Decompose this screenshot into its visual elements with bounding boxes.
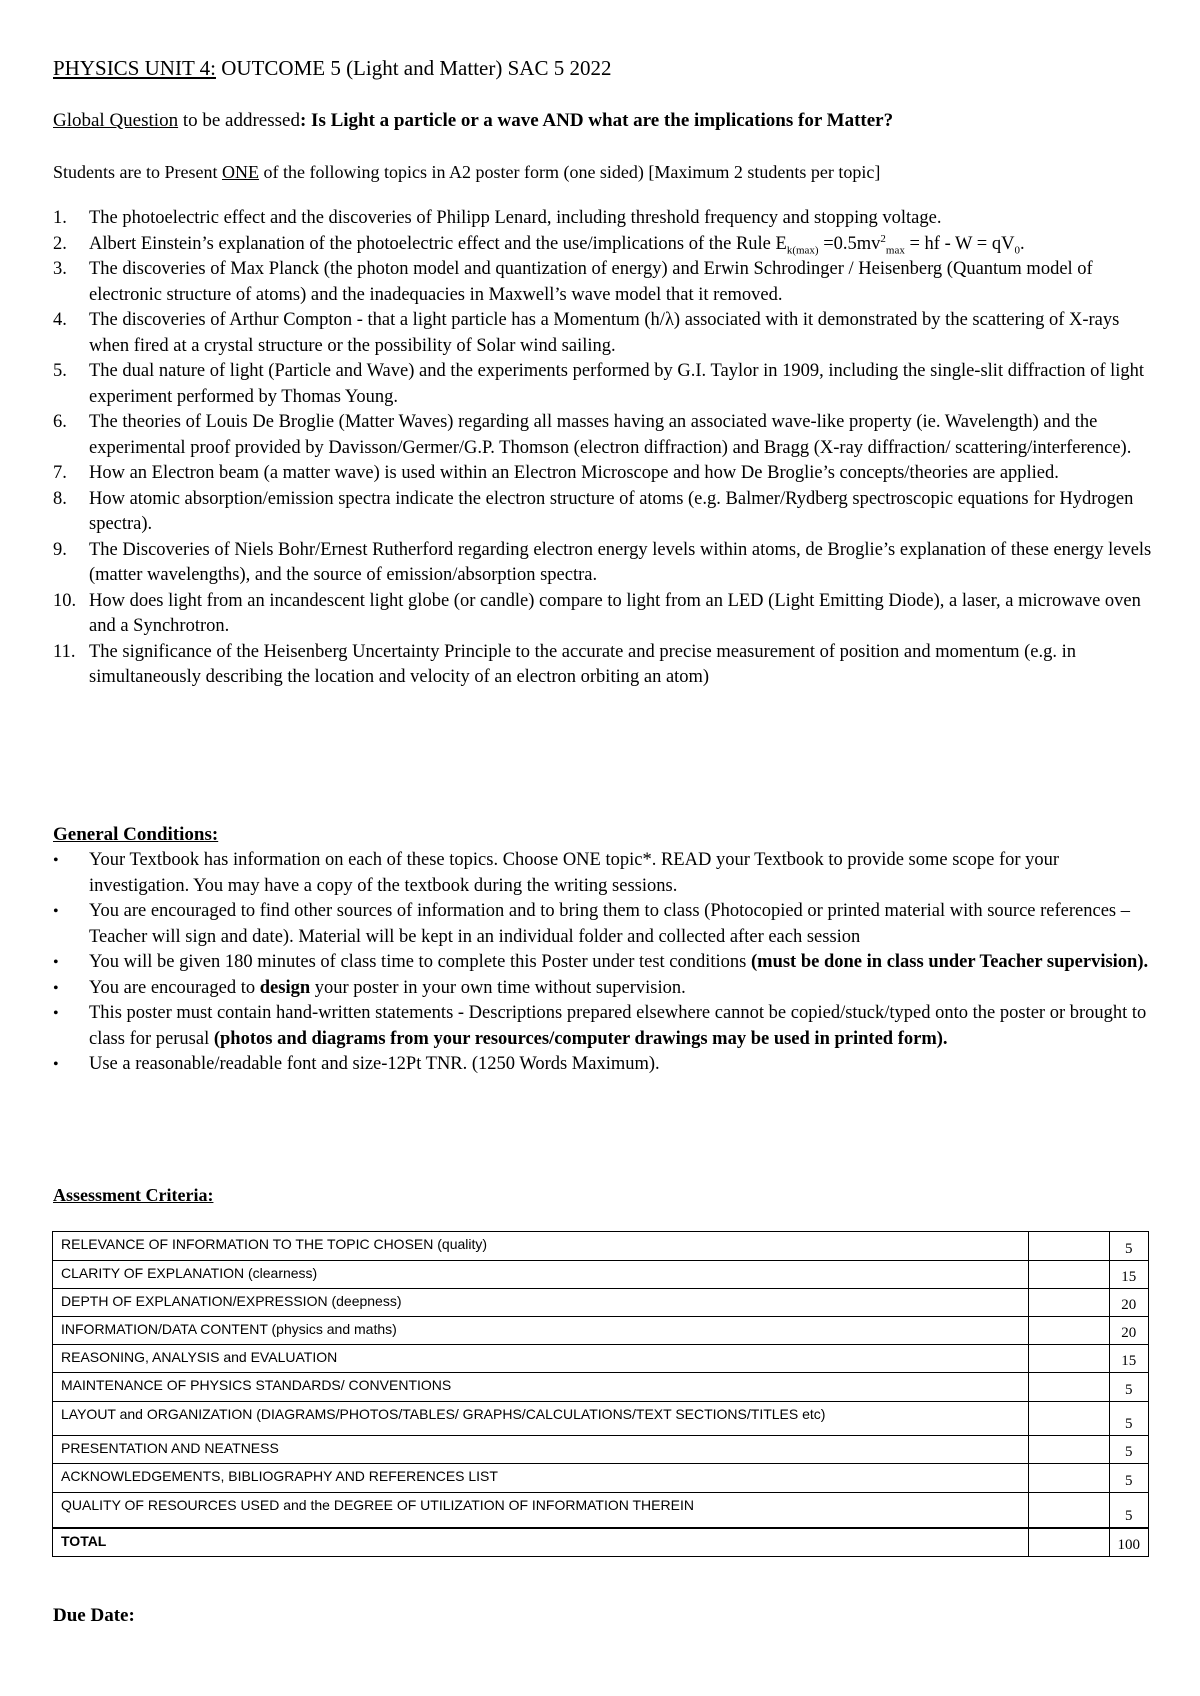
list-item xyxy=(53,257,1163,308)
item-number: 1. xyxy=(53,208,67,228)
table-row-total xyxy=(53,1528,1149,1557)
list-item xyxy=(53,950,1163,976)
assessment-table xyxy=(52,1231,1149,1557)
item-text: The theories of Louis De Broglie (Matter Waves) regarding all masses having an associated wave-like property (ie. Wavelength) and the experimental proof provided by Davisson/Germer/G.P. Thomson (electron diffraction) and Bragg (X-ray diffraction/ scattering/interference). xyxy=(89,412,1132,458)
table-row xyxy=(53,1493,1149,1528)
subscript-0: 0 xyxy=(1014,244,1020,257)
item-text: The photoelectric effect and the discoveries of Philipp Lenard, including threshold frequency and stopping voltage. xyxy=(89,208,942,228)
item-text-d: . xyxy=(1019,233,1025,254)
item-number: 9. xyxy=(53,539,67,560)
global-question-mid: to be addressed xyxy=(178,110,300,131)
item-text: How an Electron beam (a matter wave) is used within an Electron Microscope and how De Broglie’s concepts/theories are applied. xyxy=(89,463,1059,483)
intro-after: of the following topics in A2 poster form (one sided) [Maximum 2 students per topic] xyxy=(258,162,881,182)
global-question-label: Global Question xyxy=(53,110,179,131)
item-text: You are encouraged to find other sources of information and to bring them to class (Photocopied or printed material with source references –Teacher will sign and date). Material will be kept in an individual folder and collected after each session xyxy=(89,901,1131,947)
table-row xyxy=(53,1232,1149,1261)
superscript-2: 2 xyxy=(880,232,886,245)
mark-cell[interactable] xyxy=(1028,1345,1109,1373)
item-text: How atomic absorption/emission spectra indicate the electron structure of atoms (e.g. Balmer/Rydberg spectroscopic equations for Hydrogen spectra). xyxy=(89,488,1134,534)
criterion-cell: CLARITY OF EXPLANATION (clearness) xyxy=(53,1261,1029,1289)
due-date-label: Due Date: xyxy=(53,1605,135,1626)
list-item xyxy=(53,232,1163,258)
list-item xyxy=(53,976,1163,1002)
item-text: Your Textbook has information on each of these topics. Choose ONE topic*. READ your Textbook to provide some scope for your investigation. You may have a copy of the textbook during the writing sessions. xyxy=(89,850,1060,896)
mark-cell[interactable] xyxy=(1028,1493,1109,1528)
total-max-cell: 100 xyxy=(1109,1528,1149,1557)
item-number: 7. xyxy=(53,463,67,483)
item-text: This poster must contain hand-written statements - Descriptions prepared elsewhere cannot be copied/stuck/typed onto the poster or brought to class for perusal xyxy=(89,1003,1147,1049)
max-mark-cell: 15 xyxy=(1109,1345,1149,1373)
max-mark-cell: 20 xyxy=(1109,1317,1149,1345)
criterion-cell: LAYOUT and ORGANIZATION (DIAGRAMS/PHOTOS/TABLES/ GRAPHS/CALCULATIONS/TEXT SECTIONS/TITLES etc) xyxy=(53,1402,1029,1436)
item-number: 5. xyxy=(53,361,67,381)
mark-cell[interactable] xyxy=(1028,1436,1109,1464)
table-row xyxy=(53,1317,1149,1345)
mark-cell[interactable] xyxy=(1028,1261,1109,1289)
list-item xyxy=(53,899,1163,950)
item-text: Use a reasonable/readable font and size-12Pt TNR. (1250 Words Maximum). xyxy=(89,1054,660,1074)
list-item xyxy=(53,1052,1163,1078)
max-mark-cell: 20 xyxy=(1109,1289,1149,1317)
item-text: You are encouraged to xyxy=(89,977,260,998)
mark-cell[interactable] xyxy=(1028,1317,1109,1345)
criterion-cell: RELEVANCE OF INFORMATION TO THE TOPIC CHOSEN (quality) xyxy=(53,1232,1029,1261)
total-mark-cell[interactable] xyxy=(1028,1528,1109,1557)
mark-cell[interactable] xyxy=(1028,1402,1109,1436)
item-text: The significance of the Heisenberg Uncertainty Principle to the accurate and precise measurement of position and momentum (e.g. in simultaneously describing the location and velocity of an electron orbiting an atom) xyxy=(89,641,1077,687)
list-item xyxy=(53,848,1163,899)
table-row xyxy=(53,1464,1149,1493)
list-item xyxy=(53,461,1163,487)
item-text: The discoveries of Max Planck (the photon model and quantization of energy) and Erwin Schrodinger / Heisenberg (Quantum model of electronic structure of atoms) and the inadequacies in Maxwell’s wave model that it removed. xyxy=(89,259,1093,305)
title-outcome: OUTCOME 5 (Light and Matter) SAC 5 2022 xyxy=(215,56,612,80)
global-question-text: : Is Light a particle or a wave AND what are the implications for Matter? xyxy=(299,110,894,131)
item-text: Albert Einstein’s explanation of the photoelectric effect and the use/implications of the Rule E xyxy=(89,233,787,254)
item-number: 8. xyxy=(53,488,67,509)
item-number: 3. xyxy=(53,259,67,279)
item-text: You will be given 180 minutes of class time to complete this Poster under test conditions xyxy=(89,952,751,972)
table-row xyxy=(53,1373,1149,1402)
bullet: • xyxy=(53,954,59,971)
intro-one: ONE xyxy=(221,162,259,182)
mark-cell[interactable] xyxy=(1028,1232,1109,1261)
max-mark-cell: 5 xyxy=(1109,1232,1149,1261)
list-item xyxy=(53,308,1163,359)
criterion-cell: QUALITY OF RESOURCES USED and the DEGREE OF UTILIZATION OF INFORMATION THEREIN xyxy=(53,1493,1029,1528)
item-bold-text: (photos and diagrams from your resources/computer drawings may be used in printed form). xyxy=(213,1028,948,1049)
title-unit: PHYSICS UNIT 4: xyxy=(53,56,216,80)
conditions-list xyxy=(53,848,1163,1078)
max-mark-cell: 5 xyxy=(1109,1493,1149,1528)
table-row xyxy=(53,1261,1149,1289)
criterion-cell: INFORMATION/DATA CONTENT (physics and maths) xyxy=(53,1317,1029,1345)
item-number: 6. xyxy=(53,412,67,432)
item-bold-text: design xyxy=(259,977,311,998)
list-item xyxy=(53,359,1163,410)
mark-cell[interactable] xyxy=(1028,1464,1109,1493)
bullet: • xyxy=(53,903,59,920)
intro-before: Students are to Present xyxy=(53,162,222,182)
list-item xyxy=(53,487,1163,538)
item-number: 4. xyxy=(53,310,67,330)
max-mark-cell: 5 xyxy=(1109,1402,1149,1436)
max-mark-cell: 5 xyxy=(1109,1464,1149,1493)
item-text-after: your poster in your own time without supervision. xyxy=(310,977,686,998)
item-number: 11. xyxy=(53,641,76,662)
max-mark-cell: 5 xyxy=(1109,1436,1149,1464)
item-text-b: =0.5mv xyxy=(818,233,881,254)
table-row xyxy=(53,1345,1149,1373)
criterion-cell: REASONING, ANALYSIS and EVALUATION xyxy=(53,1345,1029,1373)
bullet: • xyxy=(53,1005,59,1022)
subscript-max: max xyxy=(885,244,905,257)
mark-cell[interactable] xyxy=(1028,1373,1109,1402)
bullet: • xyxy=(53,852,59,869)
global-question xyxy=(53,109,893,133)
mark-cell[interactable] xyxy=(1028,1289,1109,1317)
item-text: How does light from an incandescent light globe (or candle) compare to light from an LED (Light Emitting Diode), a laser, a microwave oven and a Synchrotron. xyxy=(89,590,1141,636)
intro-instructions xyxy=(53,160,880,184)
item-number: 2. xyxy=(53,233,67,254)
table-row xyxy=(53,1402,1149,1436)
criterion-cell: PRESENTATION AND NEATNESS xyxy=(53,1436,1029,1464)
list-item xyxy=(53,1001,1163,1052)
general-conditions-heading: General Conditions: xyxy=(53,824,219,845)
item-text: The dual nature of light (Particle and Wave) and the experiments performed by G.I. Taylor in 1909, including the single-slit diffraction of light experiment performed by Thomas Young. xyxy=(89,361,1145,407)
max-mark-cell: 5 xyxy=(1109,1373,1149,1402)
bullet: • xyxy=(53,1056,59,1073)
list-item xyxy=(53,538,1163,589)
table-row xyxy=(53,1436,1149,1464)
item-text: The discoveries of Arthur Compton - that a light particle has a Momentum (h/λ) associated with it demonstrated by the scattering of X-rays when fired at a crystal structure or the possibility of Solar wind sailing. xyxy=(89,310,1120,356)
item-bold-text: (must be done in class under Teacher supervision). xyxy=(751,952,1149,972)
item-text: The Discoveries of Niels Bohr/Ernest Rutherford regarding electron energy levels within atoms, de Broglie’s explanation of these energy levels (matter wavelengths), and the source of emission/absorption spectra. xyxy=(89,539,1152,585)
max-mark-cell: 15 xyxy=(1109,1261,1149,1289)
criterion-cell: ACKNOWLEDGEMENTS, BIBLIOGRAPHY AND REFERENCES LIST xyxy=(53,1464,1029,1493)
total-label-cell: TOTAL xyxy=(53,1528,1029,1557)
list-item xyxy=(53,206,1163,232)
item-number: 10. xyxy=(53,590,77,611)
list-item xyxy=(53,589,1163,640)
bullet: • xyxy=(53,979,59,997)
criterion-cell: DEPTH OF EXPLANATION/EXPRESSION (deepness) xyxy=(53,1289,1029,1317)
document-title xyxy=(53,54,611,82)
subscript-kmax: k(max) xyxy=(786,244,819,257)
list-item xyxy=(53,410,1163,461)
assessment-criteria-heading: Assessment Criteria: xyxy=(53,1185,214,1205)
item-text-c: = hf - W = qV xyxy=(904,233,1015,254)
table-row xyxy=(53,1289,1149,1317)
list-item xyxy=(53,640,1163,691)
topics-list xyxy=(53,206,1163,691)
criterion-cell: MAINTENANCE OF PHYSICS STANDARDS/ CONVENTIONS xyxy=(53,1373,1029,1402)
